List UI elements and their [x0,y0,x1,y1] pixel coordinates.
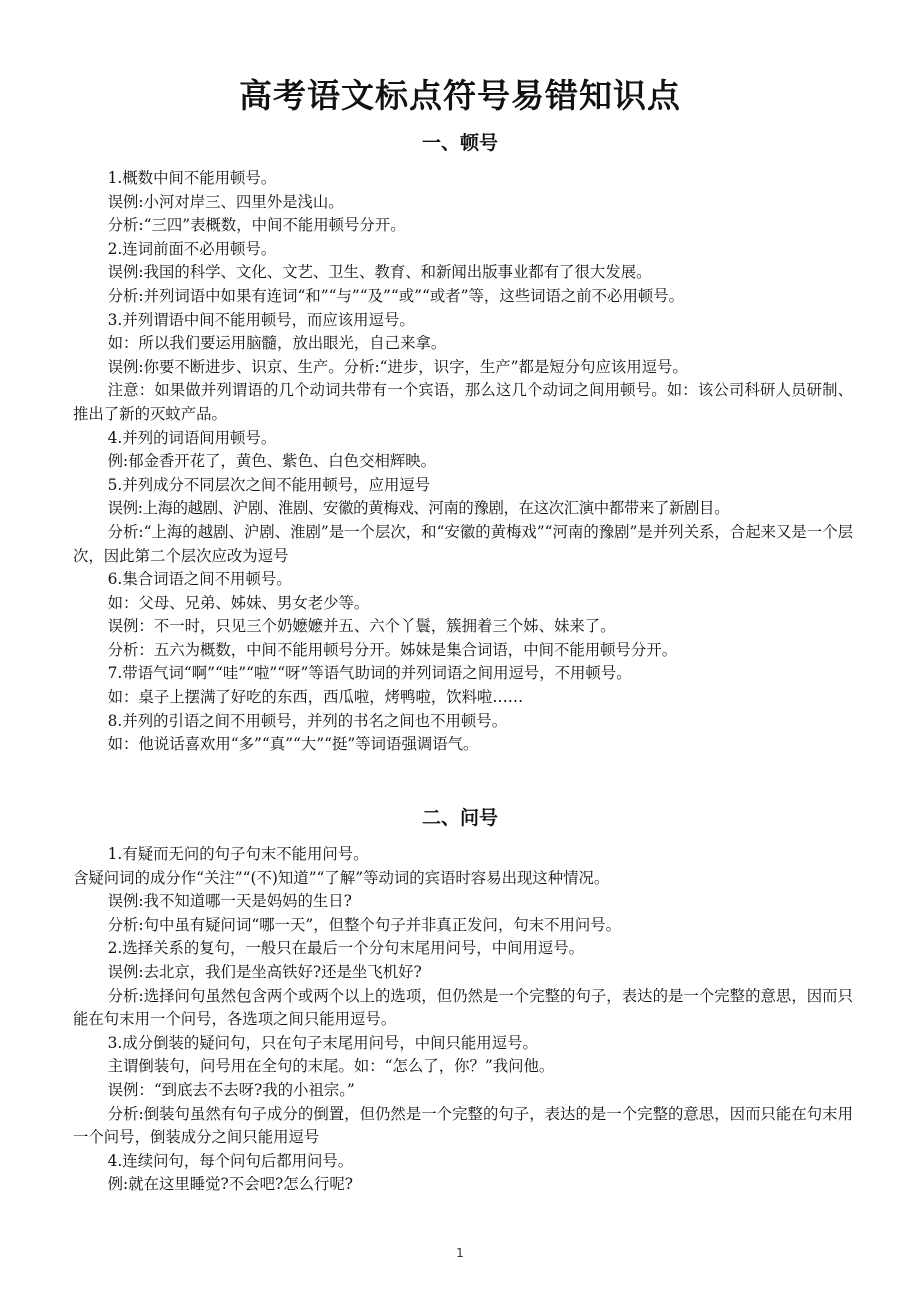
paragraph: 7.带语气词“啊”“哇”“啦”“呀”等语气助词的并列词语之间用逗号，不用顿号。 [107,664,632,683]
paragraph: 误例:我不知道哪一天是妈妈的生日? [107,892,352,911]
paragraph: 2.连词前面不必用顿号。 [107,239,277,258]
paragraph: 分析:句中虽有疑问词“哪一天”，但整个句子并非真正发问，句末不用问号。 [107,915,622,934]
paragraph: 分析:选择问句虽然包含两个或两个以上的选项，但仍然是一个完整的句子，表达的是一个完整的意思，因而只能在句末用一个问号，各选项之间只能用逗号。 [73,986,853,1029]
paragraph: 如：父母、兄弟、姊妹、男女老少等。 [107,593,370,612]
section-body-dunhao [73,167,853,757]
paragraph: 如：桌子上摆满了好吃的东西，西瓜啦，烤鸭啦，饮料啦…… [107,688,524,707]
paragraph: 如：所以我们要运用脑髓，放出眼光，自己来拿。 [107,334,447,353]
paragraph: 5.并列成分不同层次之间不能用顿号，应用逗号 [107,475,431,494]
paragraph: 2.选择关系的复句，一般只在最后一个分句末尾用问号，中间用逗号。 [107,939,585,958]
paragraph: 分析:“上海的越剧、沪剧、淮剧”是一个层次，和“安徽的黄梅戏”“河南的豫剧”是并列关系，合起来又是一个层次，因此第二个层次应改为逗号 [73,522,853,565]
page-number: 1 [456,1246,464,1260]
paragraph: 3.成分倒装的疑问句，只在句子末尾用问号，中间只能用逗号。 [107,1033,538,1052]
paragraph: 6.集合词语之间不用顿号。 [107,570,292,589]
paragraph: 4.并列的词语间用顿号。 [107,428,277,447]
paragraph: 3.并列谓语中间不能用顿号，而应该用逗号。 [107,310,415,329]
section-body-wenhao [73,843,853,1197]
paragraph: 误例:小河对岸三、四里外是浅山。 [107,192,344,211]
paragraph: 4.连续问句，每个问句后都用问号。 [107,1151,354,1170]
paragraph: 误例:你要不断进步、识京、生产。分析:“进步，识字，生产”都是短分句应该用逗号。 [107,357,688,376]
section-heading-dunhao: 一、顿号 [421,132,498,154]
paragraph: 分析:倒装句虽然有句子成分的倒置，但仍然是一个完整的句子，表达的是一个完整的意思，因而只能在句末用一个问号，倒装成分之间只能用逗号 [73,1104,853,1147]
paragraph: 1.有疑而无问的句子句末不能用问号。 [107,845,369,863]
paragraph: 含疑问词的成分作“关注”“(不)知道”“了解”等动词的宾语时容易出现这种情况。 [73,868,610,887]
section-heading-wenhao: 二、问号 [421,807,498,829]
paragraph: 误例：不一时，只见三个奶嬷嬷并五、六个丫鬟，簇拥着三个姊、妹来了。 [107,617,616,636]
paragraph: 8.并列的引语之间不用顿号，并列的书名之间也不用顿号。 [107,711,508,730]
paragraph: 分析:“三四”表概数，中间不能用顿号分开。 [107,216,406,235]
paragraph: 误例:我国的科学、文化、文艺、卫生、教育、和新闻出版事业都有了很大发展。 [107,263,652,282]
paragraph: 误例：“到底去不去呀?我的小祖宗。” [107,1080,355,1099]
paragraph: 主谓倒装句，问号用在全句的末尾。如：“怎么了，你？”我问他。 [107,1057,555,1076]
paragraph: 分析：五六为概数，中间不能用顿号分开。姊妹是集合词语，中间不能用顿号分开。 [107,640,678,659]
paragraph: 1.概数中间不能用顿号。 [107,169,277,187]
page-title: 高考语文标点符号易错知识点 [239,76,681,115]
paragraph: 例:就在这里睡觉?不会吧?怎么行呢? [107,1175,354,1194]
paragraph: 例:郁金香开花了，黄色、紫色、白色交相辉映。 [107,452,437,471]
paragraph: 误例:上海的越剧、沪剧、淮剧、安徽的黄梅戏、河南的豫剧，在这次汇演中都带来了新剧目。 [107,499,730,518]
paragraph: 注意：如果做并列谓语的几个动词共带有一个宾语，那么这几个动词之间用顿号。如：该公司科研人员研制、推出了新的灭蚊产品。 [73,381,853,423]
paragraph: 误例:去北京，我们是坐高铁好?还是坐飞机好? [107,962,422,981]
paragraph: 分析:并列词语中如果有连词“和”“与”“及”“或”“或者”等，这些词语之前不必用顿号。 [107,286,685,305]
paragraph: 如：他说话喜欢用“多”“真”“大”“挺”等词语强调语气。 [107,735,479,754]
